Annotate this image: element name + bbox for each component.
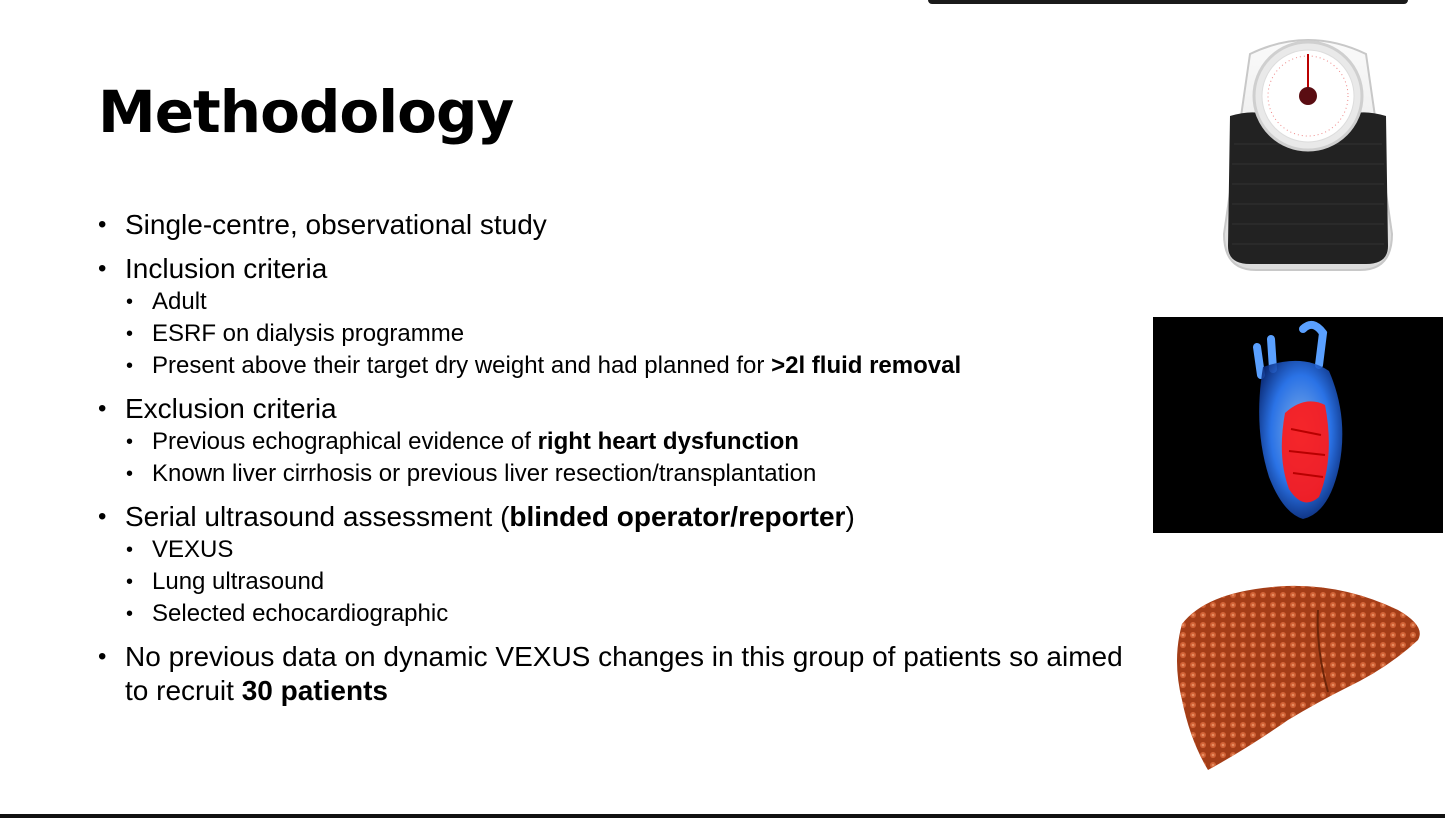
sub-bullet-vexus: • VEXUS	[126, 534, 1138, 566]
sub-bullet-adult: • Adult	[126, 286, 1138, 318]
sub-bullet-right-heart: • Previous echographical evidence of right heart dysfunction	[126, 426, 1138, 458]
ultrasound-sublist	[126, 534, 1138, 630]
sub-bullet-liver: • Known liver cirrhosis or previous liver resection/transplantation	[126, 458, 1138, 490]
sub-bullet-esrf: • ESRF on dialysis programme	[126, 318, 1138, 350]
bottom-window-edge	[0, 814, 1445, 818]
exclusion-sublist	[126, 426, 1138, 490]
sub-bullet-lung-ultrasound: • Lung ultrasound	[126, 566, 1138, 598]
slide-content	[98, 208, 1138, 708]
heart-icon	[1153, 317, 1443, 533]
slide-title: Methodology	[98, 78, 514, 146]
scale-icon	[1220, 34, 1396, 274]
heart-image	[1153, 317, 1443, 533]
bullet-recruitment: • No previous data on dynamic VEXUS changes in this group of patients so aimed to recruit 30 patients	[98, 640, 1138, 708]
bullet-serial-ultrasound: • Serial ultrasound assessment (blinded operator/reporter)	[98, 500, 1138, 534]
inclusion-sublist	[126, 286, 1138, 382]
liver-image	[1168, 580, 1426, 775]
bullet-exclusion-criteria: • Exclusion criteria	[98, 392, 1138, 426]
bullet-inclusion-criteria: • Inclusion criteria	[98, 252, 1138, 286]
bullet-list	[98, 208, 1138, 286]
sub-bullet-dry-weight: • Present above their target dry weight and had planned for >2l fluid removal	[126, 350, 1138, 382]
bathroom-scale-image	[1220, 34, 1396, 274]
bullet-study-design: • Single-centre, observational study	[98, 208, 1138, 242]
liver-icon	[1168, 580, 1426, 775]
sub-bullet-echocardiographic: • Selected echocardiographic	[126, 598, 1138, 630]
top-window-edge	[928, 0, 1408, 4]
